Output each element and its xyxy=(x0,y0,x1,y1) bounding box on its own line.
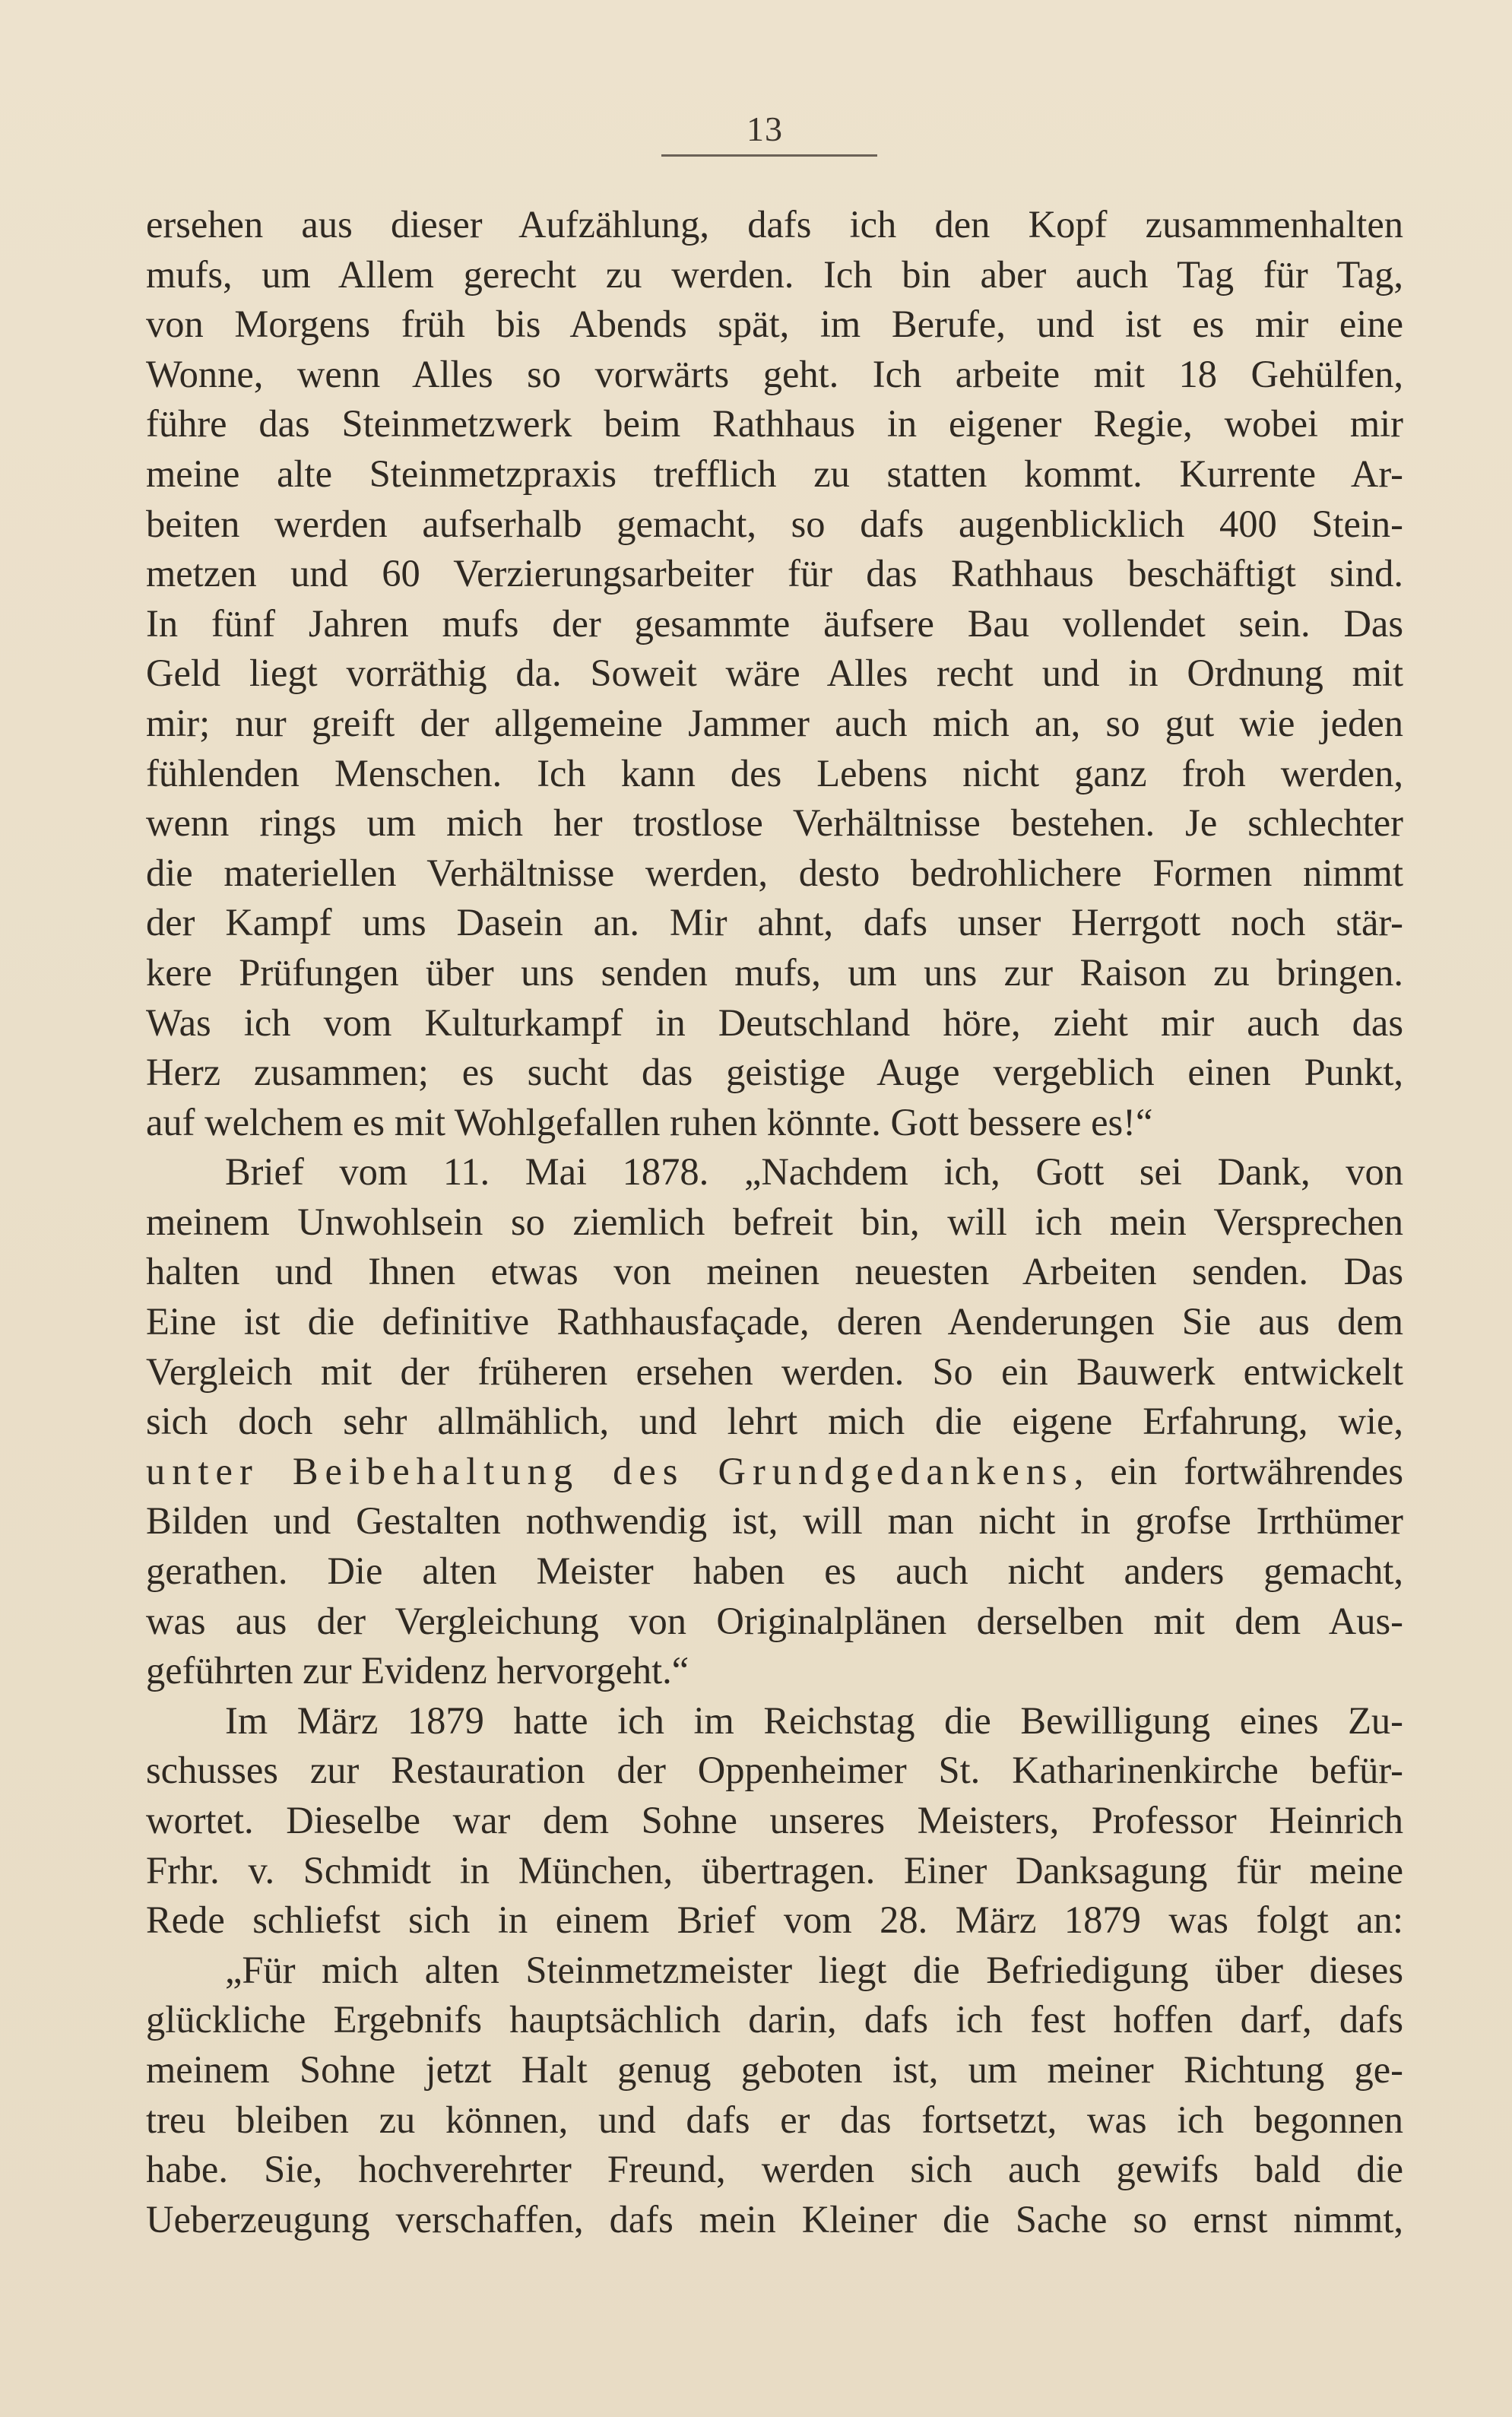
text-line: auf welchem es mit Wohlgefallen ruhen könnte. Gott bessere es!“ xyxy=(146,1100,1153,1143)
text-line: treu bleiben zu können, und dafs er das fortsetzt, was ich begonnen xyxy=(146,2098,1403,2141)
text-line: geführten zur Evidenz hervorgeht.“ xyxy=(146,1649,689,1692)
text-line: Herz zusammen; es sucht das geistige Auge vergeblich einen Punkt, xyxy=(146,1051,1403,1094)
text-line: Rede schliefst sich in einem Brief vom 28. März 1879 was folgt an: xyxy=(146,1898,1403,1942)
text-line: gerathen. Die alten Meister haben es auch nicht anders gemacht, xyxy=(146,1549,1403,1593)
text-line: „Für mich alten Steinmetzmeister liegt die Befriedigung über dieses xyxy=(225,1948,1403,1991)
text-line: was aus der Vergleichung von Originalplänen derselben mit dem Aus- xyxy=(146,1599,1403,1642)
text-line: Wonne, wenn Alles so vorwärts geht. Ich arbeite mit 18 Gehülfen, xyxy=(146,352,1403,395)
text-line: Im März 1879 hatte ich im Reichstag die Bewilligung eines Zu- xyxy=(225,1699,1403,1742)
text-line: habe. Sie, hochverehrter Freund, werden sich auch gewifs bald die xyxy=(146,2148,1403,2191)
text-line: meinem Sohne jetzt Halt genug geboten ist, um meiner Richtung ge- xyxy=(146,2047,1403,2091)
text-line: Eine ist die definitive Rathhausfaçade, deren Aenderungen Sie aus dem xyxy=(146,1300,1403,1343)
text-line: Ueberzeugung verschaffen, dafs mein Kleiner die Sache so ernst nimmt, xyxy=(146,2197,1403,2241)
text-line: mufs, um Allem gerecht zu werden. Ich bin aber auch Tag für Tag, xyxy=(146,252,1403,296)
text-line: der Kampf ums Dasein an. Mir ahnt, dafs unser Herrgott noch stär- xyxy=(146,901,1403,944)
text-line: schusses zur Restauration der Oppenheimer St. Katharinenkirche befür- xyxy=(146,1749,1403,1792)
emphasized-phrase: unter Beibehaltung des Grundgedankens xyxy=(146,1449,1074,1492)
header-rule xyxy=(661,154,877,157)
text-line: halten und Ihnen etwas von meinen neuesten Arbeiten senden. Das xyxy=(146,1250,1403,1293)
text-line: Geld liegt vorräthig da. Soweit wäre Alles recht und in Ordnung mit xyxy=(146,652,1403,695)
page-number: 13 xyxy=(746,109,783,148)
text-line: die materiellen Verhältnisse werden, desto bedrohlichere Formen nimmt xyxy=(146,851,1403,894)
text-line: Was ich vom Kulturkampf in Deutschland höre, zieht mir auch das xyxy=(146,1001,1403,1044)
text-line: sich doch sehr allmählich, und lehrt mich die eigene Erfahrung, wie, xyxy=(146,1400,1403,1443)
text-line: Bilden und Gestalten nothwendig ist, will man nicht in grofse Irrthümer xyxy=(146,1499,1403,1543)
text-line: In fünf Jahren mufs der gesammte äufsere Bau vollendet sein. Das xyxy=(146,601,1403,645)
text-line: meine alte Steinmetzpraxis trefflich zu statten kommt. Kurrente Ar- xyxy=(146,452,1403,495)
body-text xyxy=(146,200,1403,2244)
text-line: meinem Unwohlsein so ziemlich befreit bin, will ich mein Versprechen xyxy=(146,1200,1403,1243)
text-line: glückliche Ergebnifs hauptsächlich darin, dafs ich fest hoffen darf, dafs xyxy=(146,1998,1403,2041)
text-line: metzen und 60 Verzierungsarbeiter für das Rathhaus beschäftigt sind. xyxy=(146,552,1403,595)
text-line: kere Prüfungen über uns senden mufs, um uns zur Raison zu bringen. xyxy=(146,950,1403,994)
text-line: fühlenden Menschen. Ich kann des Lebens nicht ganz froh werden, xyxy=(146,751,1403,795)
text-line: von Morgens früh bis Abends spät, im Berufe, und ist es mir eine xyxy=(146,303,1403,346)
text-line: führe das Steinmetzwerk beim Rathhaus in eigener Regie, wobei mir xyxy=(146,402,1403,446)
text-line: wenn rings um mich her trostlose Verhältnisse bestehen. Je schlechter xyxy=(146,801,1403,845)
text-line: wortet. Dieselbe war dem Sohne unseres Meisters, Professor Heinrich xyxy=(146,1799,1403,1841)
text-line: beiten werden aufserhalb gemacht, so dafs augenblicklich 400 Stein- xyxy=(146,502,1403,545)
text-line: ersehen aus dieser Aufzählung, dafs ich den Kopf zusammenhalten xyxy=(146,203,1403,246)
text-line: Frhr. v. Schmidt in München, übertragen. Einer Danksagung für meine xyxy=(146,1848,1403,1892)
text-line: Brief vom 11. Mai 1878. „Nachdem ich, Gott sei Dank, von xyxy=(225,1150,1403,1194)
text-line: unter Beibehaltung des Grundgedankens, ein fortwährendes xyxy=(146,1449,1403,1492)
text-line: Vergleich mit der früheren ersehen werden. So ein Bauwerk entwickelt xyxy=(146,1350,1403,1393)
text-line: mir; nur greift der allgemeine Jammer auch mich an, so gut wie jeden xyxy=(146,701,1403,744)
